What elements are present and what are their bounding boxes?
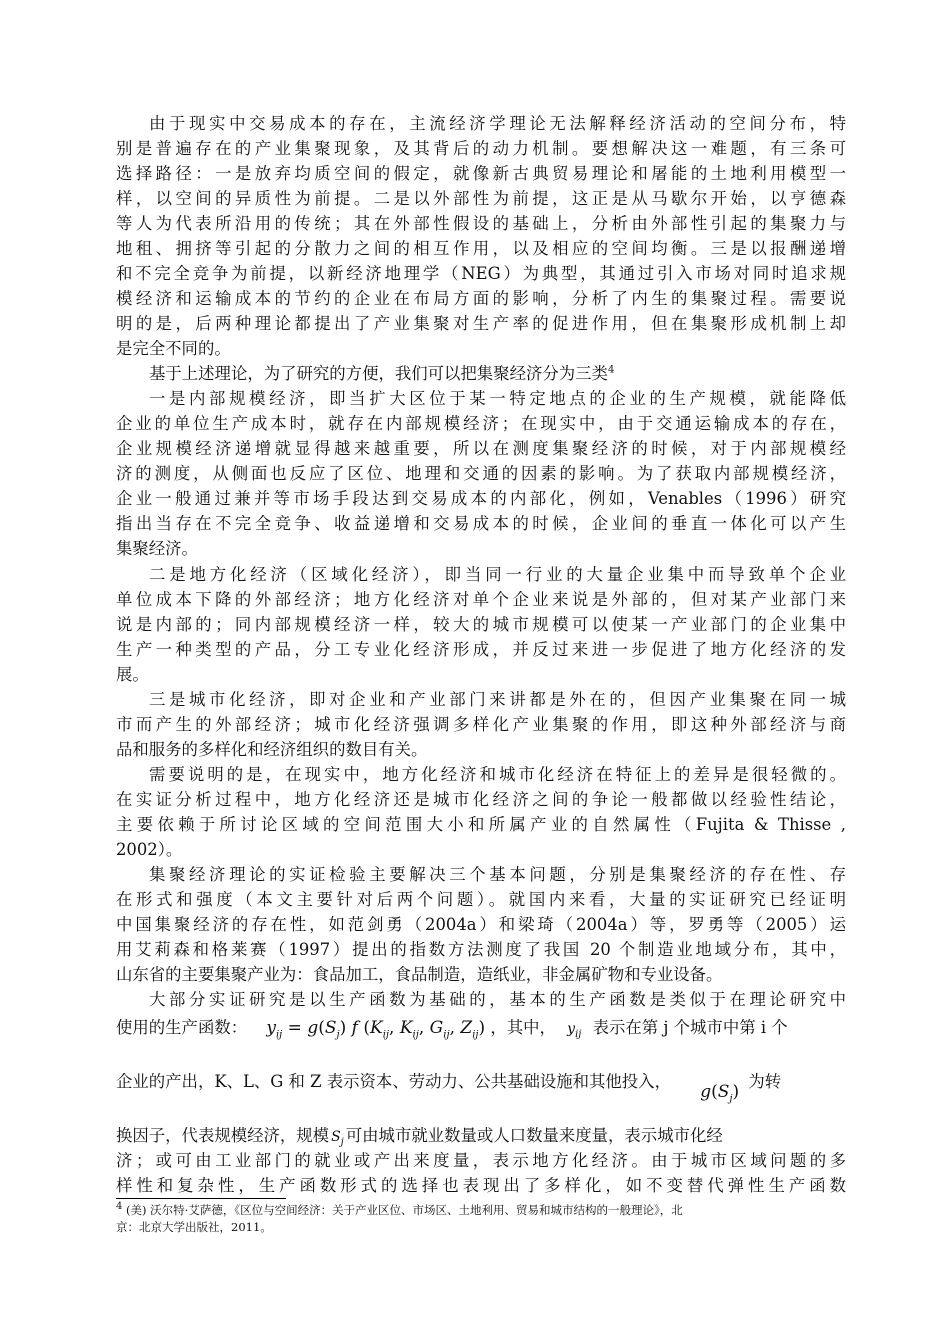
text-line: 等人为代表所沿用的传统；其在外部性假设的基础上，分析由外部性引起的集聚力与 [116,214,846,233]
text-line: 市而产生的外部经济；城市化经济强调多样化产业集聚的作用，即这种外部经济与商 [116,715,846,734]
text-line-with-formula [116,1016,788,1041]
text-segment: ，其中， [490,1018,556,1037]
text-line: 和不完全竞争为前提，以新经济地理学（NEG）为典型，其通过引入市场对同时追求规 [116,264,846,283]
text-line: 主要依赖于所讨论区域的空间范围大小和所属产业的自然属性（Fujita & Thisse , [116,815,846,834]
text-line: 模经济和运输成本的节约的企业在布局方面的影响，分析了内生的集聚过程。需要说 [116,289,846,308]
footnote-line: 京：北京大学出版社，2011。 [116,1220,272,1234]
text-line: 是完全不同的。 [116,339,231,358]
text-line: 明的是，后两种理论都提出了产业集聚对生产率的促进作用，但在集聚形成机制上却 [116,314,846,333]
text-segment: 可由城市就业数量或人口数量来度量，表示城市化经 [345,1126,723,1145]
text-line: 在形式和强度（本文主要针对后两个问题）。就国内来看，大量的实证研究已经证明 [116,890,846,909]
text-line: 品和服务的多样化和经济组织的数目有关。 [116,740,428,759]
text-line: 三是城市化经济，即对企业和产业部门来讲都是外在的，但因产业集聚在同一城 [149,690,846,709]
footnote-text: (美) 沃尔特·艾萨德，《区位与空间经济：关于产业区位、市场区、土地利用、贸易和城市结构的一般理论》，北 [122,1203,683,1217]
paragraph-text: 基于上述理论，为了研究的方便，我们可以把集聚经济分为三类 [149,364,608,383]
text-line: 企业一般通过兼并等市场手段达到交易成本的内部化，例如，Venables（1996）研究 [116,489,846,508]
scale-symbol: $S_j$ [331,1129,344,1148]
text-line: 在实证分析过程中，地方化经济还是城市化经济之间的争论一般都做以经验性结论， [116,790,846,809]
text-line: 单位成本下降的外部经济；地方化经济对单个企业来说是外部的，但对某产业部门来 [116,590,846,609]
footnote-mark: 4 [116,1201,123,1213]
text-line: 样性和复杂性，生产函数形式的选择也表现出了多样化，如不变替代弹性生产函数 [116,1176,846,1195]
text-line: 集聚经济。 [116,539,198,558]
text-line: 二是地方化经济（区域化经济），即当同一行业的大量企业集中而导致单个企业 [149,565,846,584]
footnote-reference: 4 [607,364,615,376]
footnote-line [116,1202,846,1218]
text-line: 别是普遍存在的产业集聚现象，及其背后的动力机制。要想解决这一难题，有三条可 [116,139,846,158]
text-line: 生产一种类型的产品，分工专业化经济形成，并反过来进一步促进了地方化经济的发 [116,640,846,659]
conversion-factor-symbol: $g(S_j)$ [700,1082,740,1105]
text-line-with-formula [116,1070,782,1105]
text-line: 样，以空间的异质性为前提。二是以外部性为前提，这正是从马歇尔开始，以亨德森 [116,189,846,208]
text-line: 济的测度，从侧面也反应了区位、地理和交通的因素的影响。为了获取内部规模经济， [116,464,846,483]
text-line: 用艾莉森和格莱赛（1997）提出的指数方法测度了我国 20 个制造业地域分布，其中， [116,940,846,959]
text-line: 大部分实证研究是以生产函数为基础的，基本的生产函数是类似于在理论研究中 [149,990,846,1009]
text-line: 展。 [116,665,149,684]
text-segment: 换因子，代表规模经济，规模 [116,1126,330,1145]
text-line: 一是内部规模经济，即当扩大区位于某一特定地点的企业的生产规模，就能降低 [149,389,846,408]
text-line-with-formula [116,1124,723,1149]
text-segment: 表示在第 j 个城市中第 i 个 [592,1018,788,1037]
text-line: 地租、拥挤等引起的分散力之间的相互作用，以及相应的空间均衡。三是以报酬递增 [116,239,846,258]
text-line: 选择路径：一是放弃均质空间的假定，就像新古典贸易理论和屠能的土地利用模型一 [116,164,846,183]
text-line: 企业的单位生产成本时，就存在内部规模经济；在现实中，由于交通运输成本的存在， [116,414,846,433]
text-line: 济；或可由工业部门的就业或产出来度量，表示地方化经济。由于城市区域问题的多 [116,1151,846,1170]
text-line: 需要说明的是，在现实中，地方化经济和城市化经济在特征上的差异是很轻微的。 [149,765,846,784]
text-line: 中国集聚经济的存在性，如范剑勇（2004a）和梁琦（2004a）等，罗勇等（2005）运 [116,915,846,934]
production-function-formula: $y_{ij} = g(S_j)$ f ($K_{ij}$, $K_{ij}$, $G_{ij}$, $Z_{ij}$) [266,1018,486,1041]
text-line [149,362,614,386]
text-segment: 企业的产出，K、L、G 和 Z 表示资本、劳动力、公共基础设施和其他投入， [116,1072,671,1091]
text-line: 指出当存在不完全竞争、收益递增和交易成本的时候，企业间的垂直一体化可以产生 [116,514,846,533]
text-line: 说是内部的；同内部规模经济一样，较大的城市规模可以使某一产业部门的企业集中 [116,615,846,634]
text-segment: 使用的生产函数： [116,1018,248,1037]
text-line: 2002）。 [116,840,183,859]
footnote-separator [116,1198,286,1199]
text-line: 集聚经济理论的实证检验主要解决三个基本问题，分别是集聚经济的存在性、存 [149,865,846,884]
output-symbol: $y_{ij}$ [567,1021,582,1040]
text-line: 企业规模经济递增就显得越来越重要，所以在测度集聚经济的时候，对于内部规模经 [116,439,846,458]
text-line: 由于现实中交易成本的存在，主流经济学理论无法解释经济活动的空间分布，特 [149,114,846,133]
text-line: 山东省的主要集聚产业为：食品加工，食品制造，造纸业，非金属矿物和专业设备。 [116,965,723,984]
text-segment: 为转 [748,1072,782,1091]
